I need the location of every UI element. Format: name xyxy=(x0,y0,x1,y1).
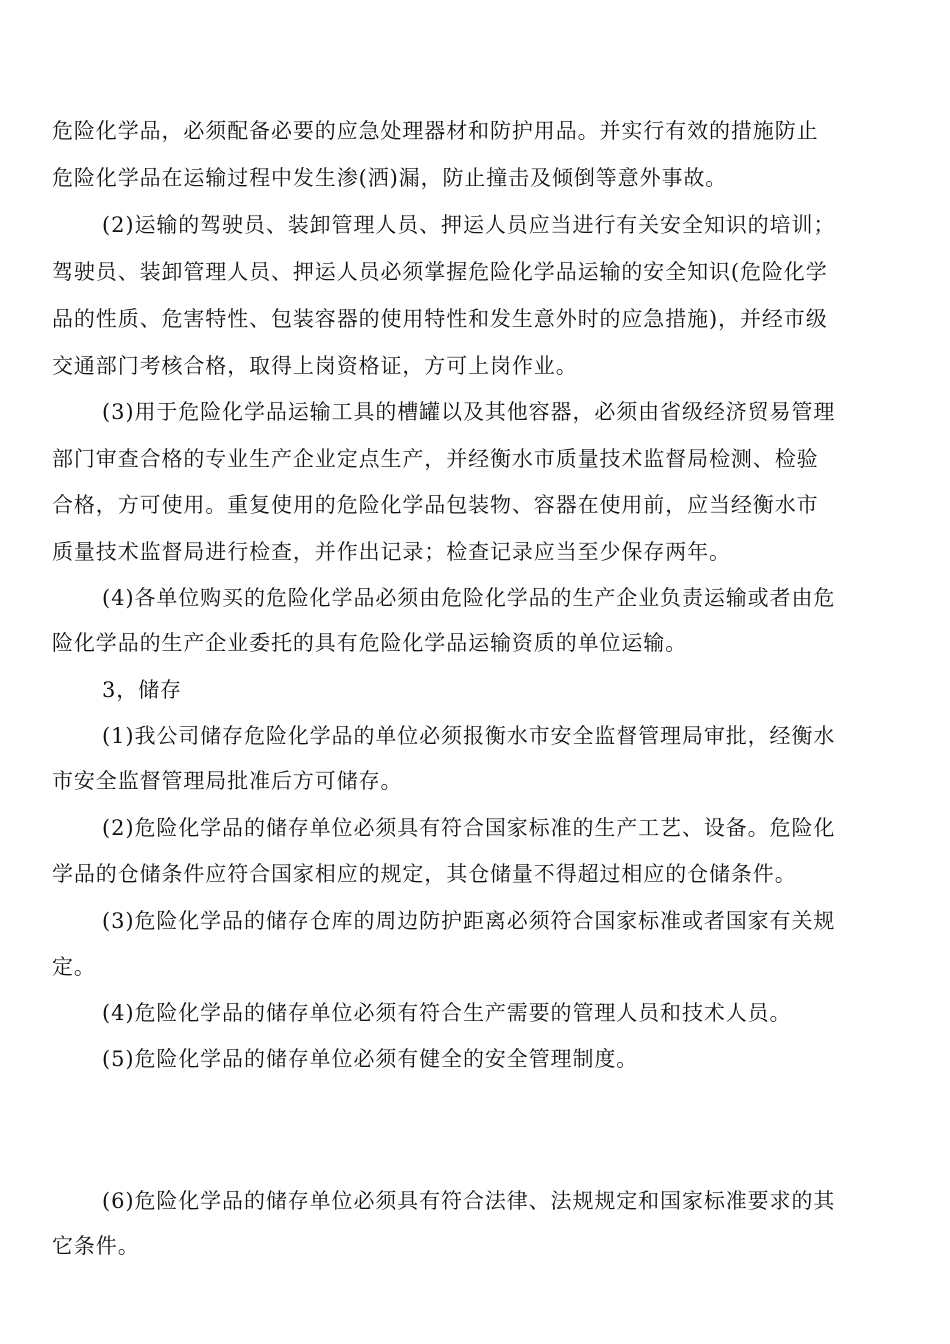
text-line: (5)危险化学品的储存单位必须有健全的安全管理制度。 xyxy=(102,1047,639,1071)
text-line: 它条件。 xyxy=(52,1234,140,1258)
text-line: 交通部门考核合格，取得上岗资格证，方可上岗作业。 xyxy=(52,354,578,378)
text-line: 市安全监督管理局批准后方可储存。 xyxy=(52,769,403,793)
text-line: 合格，方可使用。重复使用的危险化学品包装物、容器在使用前，应当经衡水市 xyxy=(52,493,819,517)
text-line: 危险化学品在运输过程中发生渗(洒)漏，防止撞击及倾倒等意外事故。 xyxy=(52,166,728,190)
text-line: (2)危险化学品的储存单位必须具有符合国家标准的生产工艺、设备。危险化 xyxy=(102,816,836,840)
section-heading: 3，储存 xyxy=(102,678,182,702)
text-line: 定。 xyxy=(52,955,96,979)
text-line: (3)用于危险化学品运输工具的槽罐以及其他容器，必须由省级经济贸易管理 xyxy=(102,400,836,424)
text-line: (1)我公司储存危险化学品的单位必须报衡水市安全监督管理局审批，经衡水 xyxy=(102,724,836,748)
text-line: (4)各单位购买的危险化学品必须由危险化学品的生产企业负责运输或者由危 xyxy=(102,586,836,610)
text-line: 部门审查合格的专业生产企业定点生产，并经衡水市质量技术监督局检测、检验 xyxy=(52,447,819,471)
text-line: 险化学品的生产企业委托的具有危险化学品运输资质的单位运输。 xyxy=(52,631,688,655)
text-line: 品的性质、危害特性、包装容器的使用特性和发生意外时的应急措施)，并经市级 xyxy=(52,307,828,331)
text-line: 学品的仓储条件应符合国家相应的规定，其仓储量不得超过相应的仓储条件。 xyxy=(52,862,797,886)
text-line: (3)危险化学品的储存仓库的周边防护距离必须符合国家标准或者国家有关规 xyxy=(102,909,836,933)
text-line: (6)危险化学品的储存单位必须具有符合法律、法规规定和国家标准要求的其 xyxy=(102,1189,836,1213)
text-line: 危险化学品，必须配备必要的应急处理器材和防护用品。并实行有效的措施防止 xyxy=(52,119,819,143)
text-line: (2)运输的驾驶员、装卸管理人员、押运人员应当进行有关安全知识的培训； xyxy=(102,213,836,237)
text-line: 质量技术监督局进行检查，并作出记录；检查记录应当至少保存两年。 xyxy=(52,540,731,564)
text-line: (4)危险化学品的储存单位必须有符合生产需要的管理人员和技术人员。 xyxy=(102,1001,792,1025)
text-line: 驾驶员、装卸管理人员、押运人员必须掌握危险化学品运输的安全知识(危险化学 xyxy=(52,260,828,284)
